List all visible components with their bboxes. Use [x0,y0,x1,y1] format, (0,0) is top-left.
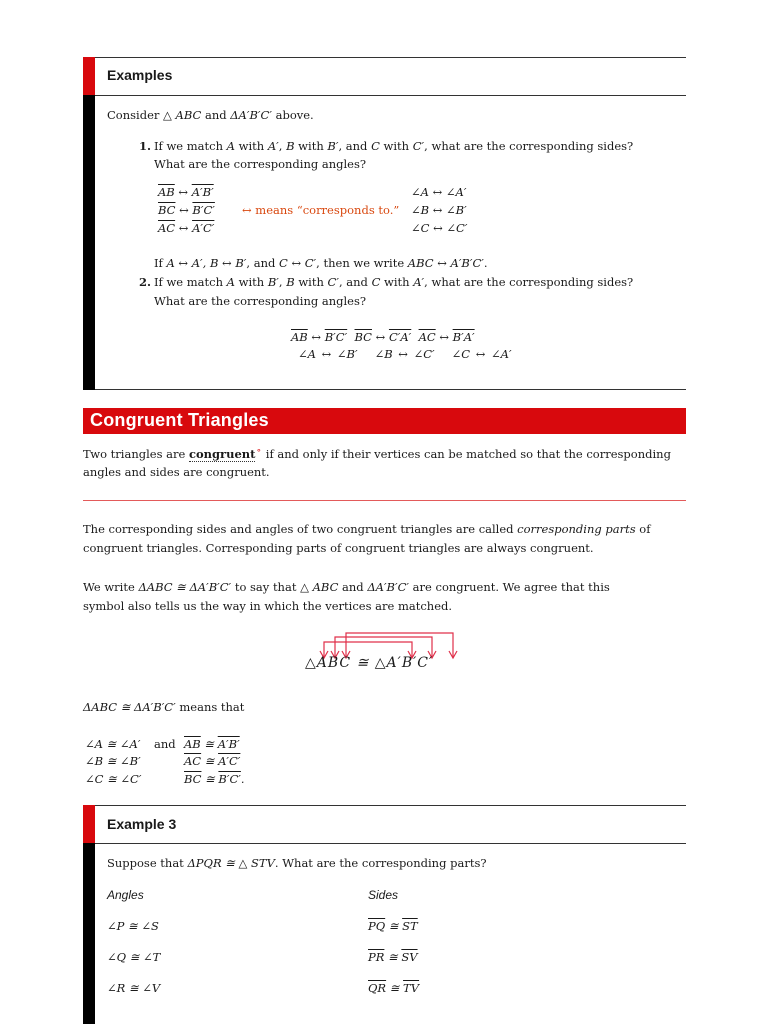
section-header [83,408,686,434]
example-3-title: Example 3 [107,816,177,832]
side-congruence [368,981,419,995]
text: , what are the corresponding sides? [424,139,634,153]
angle-congruence: ∠B ≅ ∠B′ [85,754,141,768]
segment: A′B′ [191,185,214,199]
math: ΔA′B′C′ [230,108,272,122]
math: A′ [267,139,279,153]
q2-line1 [154,275,633,289]
math: C′ [412,139,425,153]
q1-side-row [158,185,214,199]
math: A [226,275,235,289]
side-congruence [368,919,418,933]
text: and [201,108,231,122]
text: Suppose that [107,856,188,870]
text: means that [175,700,245,714]
text: , and [338,275,372,289]
arrow: ↔ [179,203,189,217]
q1-line2: What are the corresponding angles? [154,157,367,171]
text: , [278,275,287,289]
segment: C′A′ [388,330,412,344]
text: Consider [107,108,164,122]
side-congruence [184,772,245,786]
text: , what are the corresponding sides? [424,275,634,289]
text: , and [246,256,280,270]
segment: $\overline{BC}$ [184,772,202,786]
segment: $\overline{AB}$ [158,185,175,199]
math: C [371,275,381,289]
text: If [154,256,167,270]
congruent-symbol: ≅ [388,950,398,964]
segment: A′C′ [192,221,215,235]
divider [95,805,686,806]
paragraph-1-line2: congruent triangles. Corresponding parts of congruent triangles are always congruent. [83,541,594,555]
text: if and only if their vertices can be matched so that the corresponding [262,446,671,461]
angle-congruence: ∠A ≅ ∠A′ [85,737,141,751]
segment: B′A′ [452,330,475,344]
text: with [294,275,328,289]
text: of [635,522,651,536]
arrow: ↔ [375,330,386,344]
math: A′ [413,275,425,289]
text: , [278,139,287,153]
math: △ ABC [163,108,202,122]
text: We write [83,580,139,594]
and-word: and [154,737,176,751]
q2-number: 2. [139,275,152,289]
q2-line2: What are the corresponding angles? [154,294,367,308]
q1-side-row [158,221,214,235]
congruent-symbol: ≅ [389,981,400,995]
diagram-statement: △ABC ≅ △A′B′C′ [305,655,434,671]
angle-congruence: ∠Q ≅ ∠T [107,950,161,964]
paragraph-1-line1 [83,522,650,536]
examples-intro [107,108,314,122]
math: C ↔ C′ [279,256,317,270]
example-3-question [107,856,487,870]
text: If we match [154,275,227,289]
angle: ∠A ↔ ∠B′ [298,347,358,361]
side-congruence [368,950,418,964]
segment: B′C′ [218,772,241,786]
q1-conclusion [154,256,488,270]
math: B′ [327,139,339,153]
math: C [371,139,380,153]
arrow: ↔ [439,330,449,344]
glossary-icon[interactable]: ⚬ [255,446,263,455]
angle: ∠B ↔ ∠C′ [374,347,435,361]
q1-line1 [154,139,633,153]
math: ΔPQR ≅ △ STV [187,856,275,870]
congruent-symbol: ≅ [204,754,215,768]
segment: A′B′ [217,737,240,751]
angle-congruence: ∠C ≅ ∠C′ [85,772,142,786]
text: with [379,139,413,153]
text: and [338,580,368,594]
divider [83,500,686,501]
math: ABC ↔ A′B′C′ [407,256,484,270]
text: . [483,256,488,270]
congruent-symbol: ≅ [204,737,215,751]
q1-angle-row: ∠A ↔ ∠A′ [411,185,467,199]
text: If we match [154,139,227,153]
text: with [294,139,328,153]
text: are congruent. We agree that this [409,580,610,594]
segment: B′C′ [324,330,348,344]
math: ΔA′B′C′ [367,580,410,594]
definition-line2: angles and sides are congruent. [83,465,270,479]
segment: $\overline{BC}$ [158,203,176,217]
angle: ∠C ↔ ∠A′ [451,347,512,361]
angle-congruence: ∠P ≅ ∠S [107,919,159,933]
means-that-line [83,700,244,714]
q1-angle-row: ∠C ↔ ∠C′ [411,221,468,235]
q2-sides-row [291,330,475,344]
segment: $\overline{ST}$ [402,919,418,933]
math: B′ [267,275,279,289]
paragraph-2-line1 [83,580,610,594]
text: with [234,139,268,153]
examples-red-tab [83,57,95,95]
divider [95,843,686,844]
segment: $\overline{PQ}$ [368,919,386,933]
segment: $\overline{AC}$ [158,221,176,235]
text: The corresponding sides and angles of two congruent triangles are called [83,522,518,536]
text: above. [271,108,314,122]
divider [95,389,686,390]
punctuation: . [240,772,245,786]
segment: $\overline{TV}$ [403,981,420,995]
text: , then we write [316,256,408,270]
segment: $\overline{SV}$ [401,950,418,964]
text: with [234,275,268,289]
side-congruence [184,737,240,751]
math: △ ABC [300,580,339,594]
text: . What are the corresponding parts? [274,856,487,870]
sides-header: Sides [368,888,399,902]
examples-side-bar [83,57,95,390]
arrow: ↔ [311,330,322,344]
text: , and [338,139,372,153]
divider [95,57,686,58]
arrow: ↔ [178,185,189,199]
definition-line1 [83,446,671,461]
math: B [286,139,295,153]
paragraph-2-line2: symbol also tells us the way in which the vertices are matched. [83,599,453,613]
q1-angle-row: ∠B ↔ ∠B′ [411,203,467,217]
segment: $\overline{BC}$ [354,330,372,344]
q2-angles-row [298,347,512,361]
math: A ↔ A′, B ↔ B′ [166,256,247,270]
q1-number: 1. [139,139,152,153]
segment: $\overline{PR}$ [368,950,385,964]
text: Two triangles are [83,446,189,461]
text: to say that [231,580,301,594]
math: ΔABC ≅ ΔA′B′C′ [138,580,232,594]
section-title: Congruent Triangles [90,410,269,430]
math: A [226,139,235,153]
congruent-symbol: ≅ [388,919,399,933]
arrow: ↔ [178,221,189,235]
side-congruence [184,754,240,768]
divider [95,95,686,96]
corresponds-note: ↔ means “corresponds to.” [242,203,400,217]
segment: $\overline{AB}$ [291,330,308,344]
segment: $\overline{QR}$ [368,981,387,995]
angles-header: Angles [107,888,144,902]
angle-congruence: ∠R ≅ ∠V [107,981,161,995]
congruent-symbol: ≅ [205,772,215,786]
text: with [380,275,414,289]
math: C′ [327,275,339,289]
examples-title: Examples [107,67,173,83]
segment: $\overline{AB}$ [184,737,201,751]
segment: A′C′ [218,754,241,768]
q1-side-row [158,203,215,217]
emphasis: corresponding parts [517,522,636,536]
example-3-red-tab [83,805,95,843]
segment: B′C′ [192,203,215,217]
math: B [286,275,295,289]
segment: $\overline{AC}$ [418,330,436,344]
segment: $\overline{AC}$ [184,754,202,768]
glossary-link[interactable]: congruent [188,446,256,461]
math: ΔABC ≅ ΔA′B′C′ [83,700,176,714]
